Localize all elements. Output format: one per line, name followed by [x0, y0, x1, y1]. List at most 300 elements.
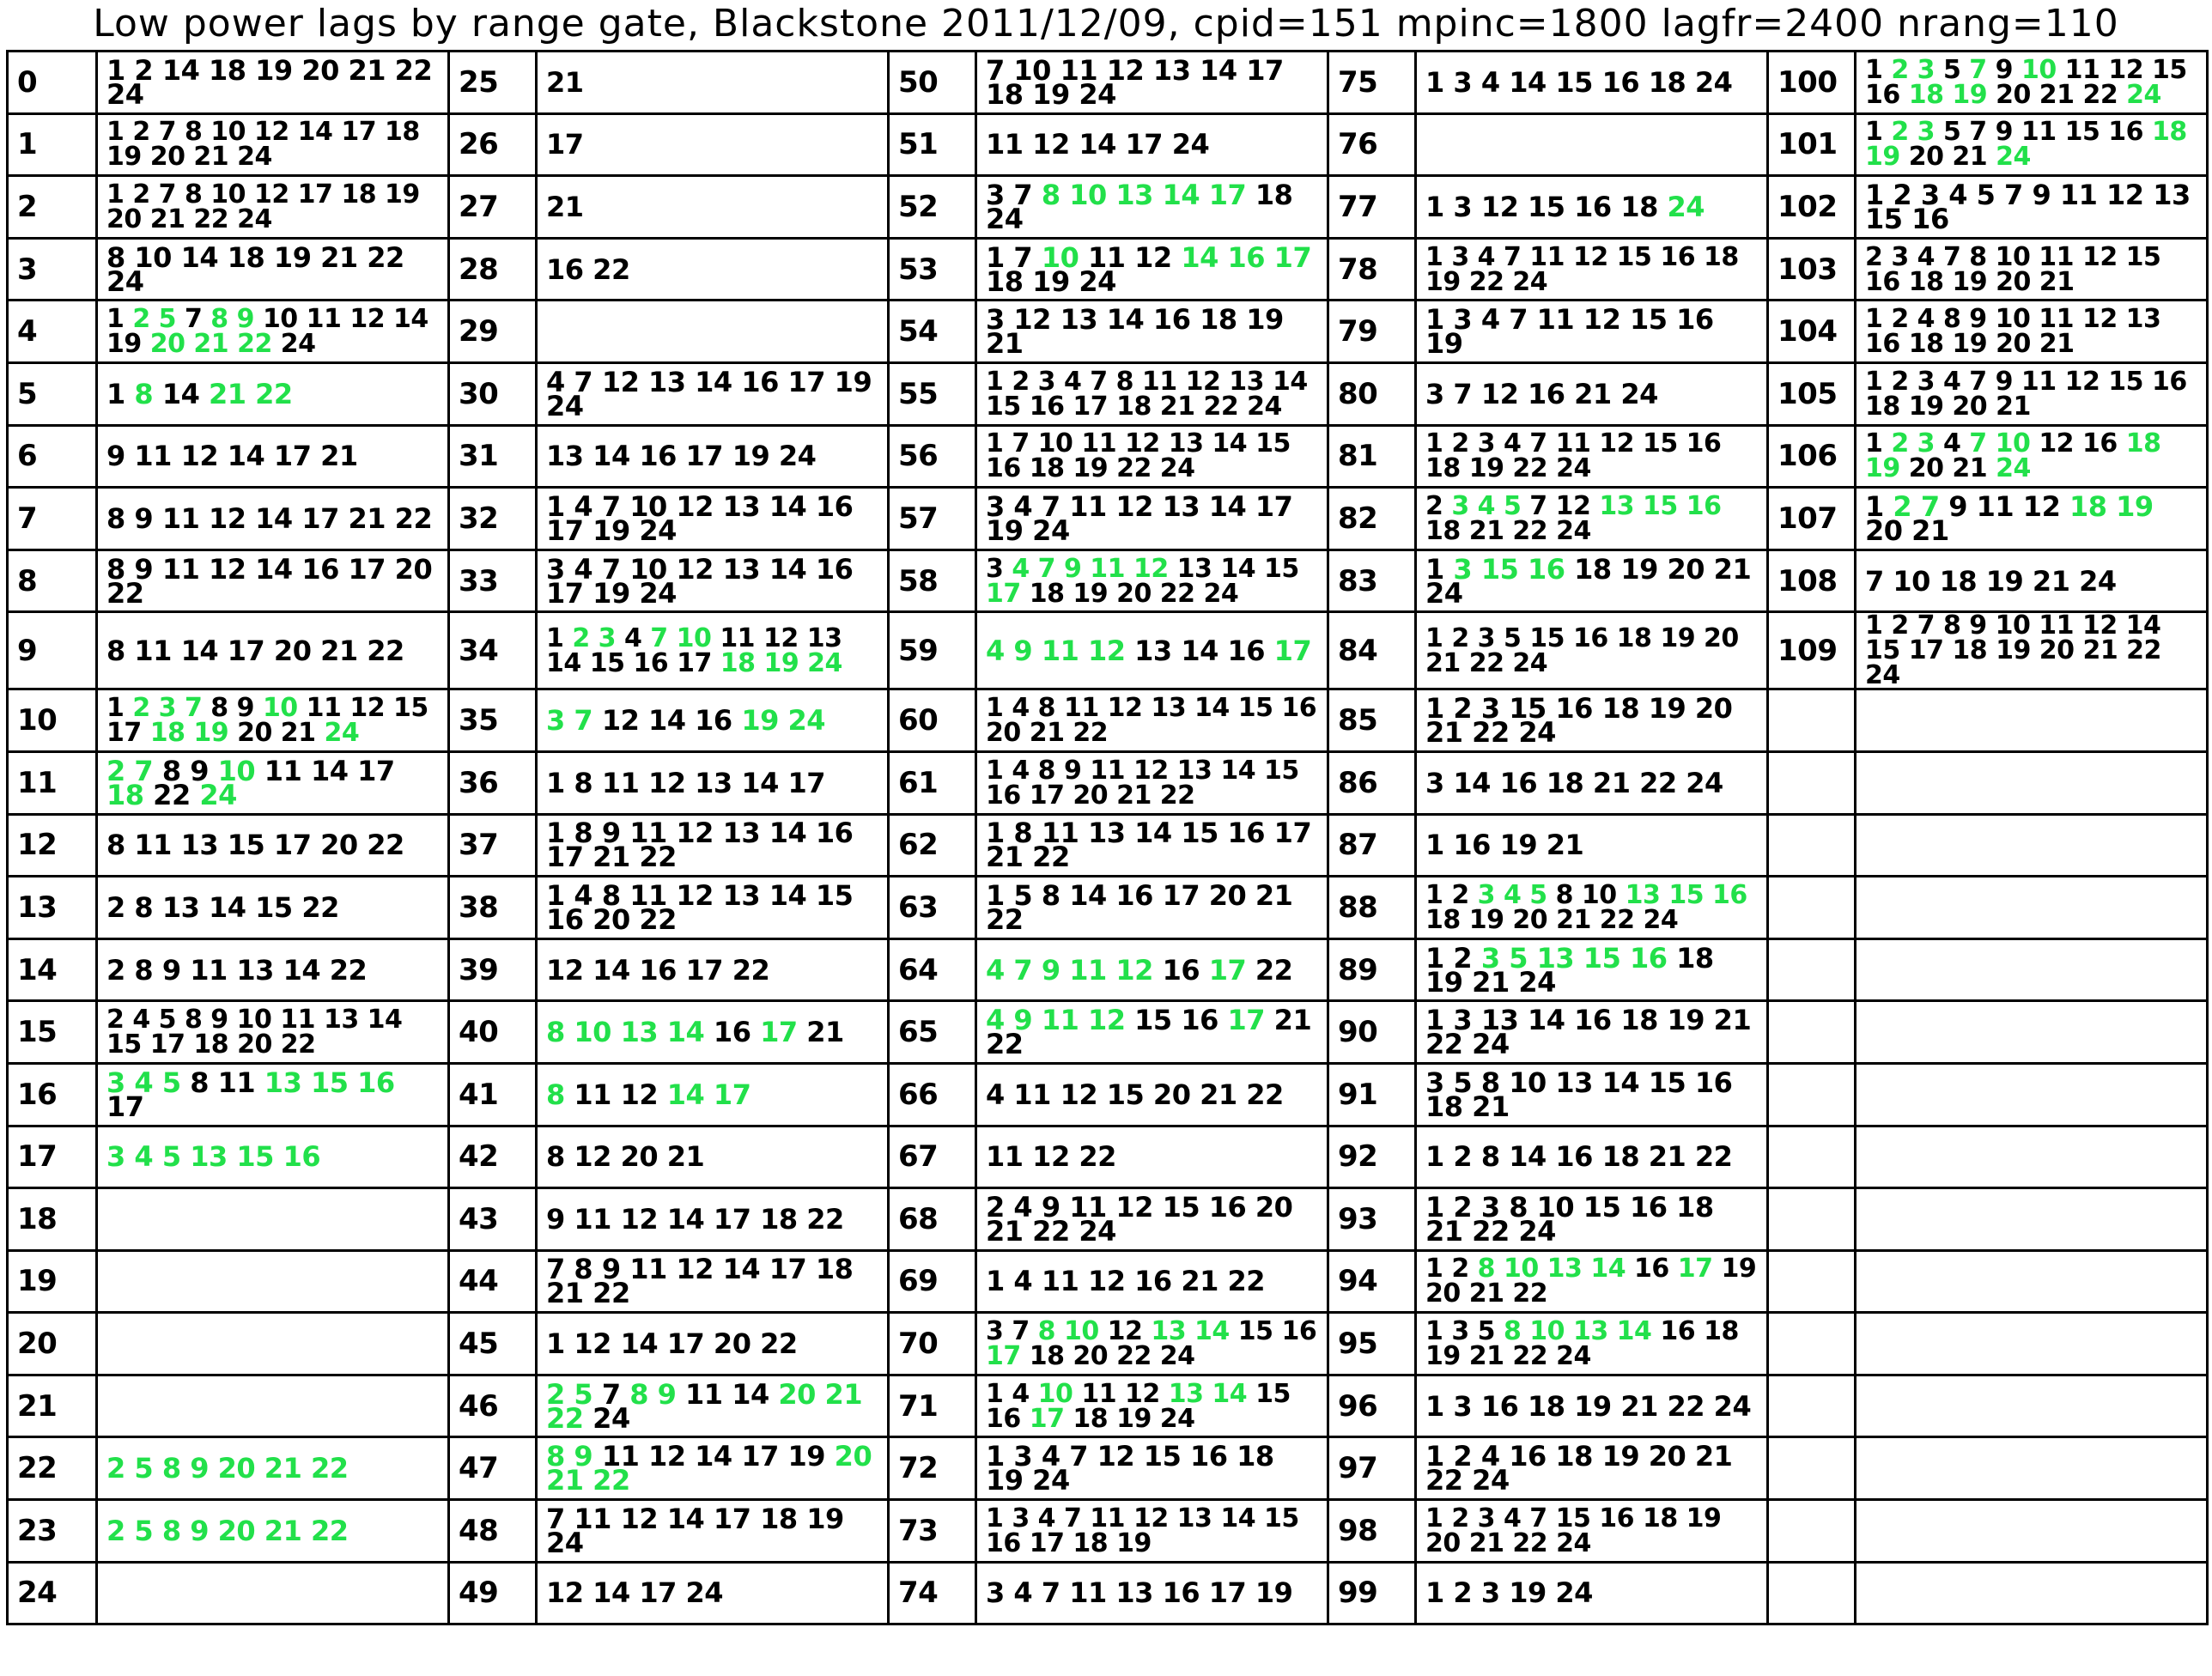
lag-values: 3 14 16 18 21 22 24 — [1425, 766, 1723, 799]
lag-list-cell — [97, 488, 449, 550]
lag-list-cell — [976, 938, 1328, 1001]
range-gate-cell — [1328, 1001, 1416, 1064]
range-gate-number: 29 — [459, 314, 499, 349]
range-gate-number: 50 — [898, 64, 939, 100]
range-gate-number: 78 — [1338, 252, 1378, 287]
lag-values: 8 11 — [190, 1066, 264, 1099]
range-gate-number: 43 — [459, 1201, 499, 1236]
lag-values-highlighted: 3 5 13 15 16 — [1480, 941, 1677, 975]
range-gate-cell — [1768, 612, 1856, 689]
range-gate-cell — [889, 1188, 976, 1251]
lag-values-highlighted: 2 3 7 — [132, 693, 211, 724]
range-gate-cell — [1328, 612, 1416, 689]
lag-values: 3 — [986, 553, 1012, 584]
lag-values: 8 11 14 17 20 21 22 — [106, 634, 404, 667]
range-gate-number: 89 — [1338, 952, 1378, 987]
range-gate-number: 0 — [17, 64, 38, 100]
lag-values-highlighted: 24 — [1667, 190, 1705, 223]
lag-values: 1 4 — [986, 1378, 1038, 1409]
range-gate-cell — [1328, 1126, 1416, 1188]
range-gate-cell — [1768, 1001, 1856, 1064]
range-gate-number: 103 — [1778, 252, 1838, 287]
range-gate-number: 34 — [459, 633, 499, 668]
lag-values: 1 7 — [986, 240, 1042, 274]
lag-list-cell — [976, 1126, 1328, 1188]
lag-list-cell — [1856, 1437, 2208, 1500]
range-gate-number: 2 — [17, 189, 38, 224]
lag-list-cell — [1416, 1375, 1768, 1437]
lag-values: 15 16 — [1134, 1004, 1228, 1037]
lag-values: 3 12 13 14 16 18 19 21 — [986, 303, 1284, 361]
lag-list-cell — [97, 176, 449, 239]
range-gate-number: 104 — [1778, 314, 1838, 349]
lag-values: 18 20 22 24 — [1029, 1341, 1195, 1372]
lag-list-cell — [1856, 612, 2208, 689]
lag-values-highlighted: 8 9 — [546, 1440, 602, 1473]
range-gate-number: 33 — [459, 563, 499, 598]
range-gate-number: 80 — [1338, 376, 1378, 411]
range-gate-cell — [1328, 1188, 1416, 1251]
lag-values: 12 14 16 17 22 — [546, 953, 770, 987]
lag-list-cell — [1856, 938, 2208, 1001]
lag-values: 1 2 7 8 9 10 11 12 14 15 17 18 19 20 21 22 24 — [1865, 611, 2161, 689]
range-gate-number: 41 — [459, 1077, 499, 1112]
range-gate-number: 57 — [898, 501, 939, 536]
range-gate-number: 26 — [459, 127, 499, 162]
table-row — [8, 362, 2208, 425]
lag-list-cell — [976, 751, 1328, 814]
lag-list-cell — [976, 550, 1328, 612]
lag-values: 1 3 5 — [1425, 1316, 1504, 1347]
lag-values-highlighted: 3 4 5 — [1477, 879, 1556, 910]
lag-list-cell — [537, 1500, 889, 1563]
lag-values-highlighted: 18 19 — [1908, 79, 1996, 110]
lag-values-highlighted: 14 16 17 — [1181, 240, 1312, 274]
lag-list-cell — [97, 751, 449, 814]
range-gate-number: 64 — [898, 952, 939, 987]
lag-list-cell — [1856, 1250, 2208, 1313]
range-gate-number: 98 — [1338, 1513, 1378, 1548]
lag-list-cell — [1416, 1188, 1768, 1251]
lag-values: 16 — [1634, 1254, 1678, 1284]
lag-list-cell — [1856, 113, 2208, 176]
lag-values: 11 12 22 — [986, 1140, 1116, 1174]
range-gate-number: 60 — [898, 703, 939, 738]
range-gate-cell — [449, 425, 537, 488]
lag-values: 1 2 8 14 16 18 21 22 — [1425, 1140, 1733, 1174]
range-gate-cell — [8, 1437, 97, 1500]
lag-values-highlighted: 13 15 16 — [1599, 490, 1722, 521]
lag-values: 3 7 — [986, 178, 1042, 211]
range-gate-cell — [889, 938, 976, 1001]
range-gate-cell — [889, 689, 976, 752]
lag-list-cell — [537, 1313, 889, 1375]
range-gate-cell — [1328, 1063, 1416, 1126]
lag-list-cell — [97, 425, 449, 488]
range-gate-cell — [1328, 689, 1416, 752]
lag-values: 1 — [1865, 117, 1892, 148]
range-gate-cell — [8, 1063, 97, 1126]
lag-values: 3 4 7 10 12 13 14 16 17 19 24 — [546, 552, 854, 610]
lag-values-highlighted: 8 10 13 14 — [1503, 1316, 1661, 1347]
lag-values: 1 8 9 11 12 13 14 16 17 21 22 — [546, 817, 854, 874]
lag-values: 1 3 4 14 15 16 18 24 — [1425, 65, 1733, 99]
range-gate-cell — [449, 1188, 537, 1251]
range-gate-cell — [449, 1001, 537, 1064]
range-gate-number: 90 — [1338, 1015, 1378, 1050]
range-gate-number: 86 — [1338, 765, 1378, 800]
lag-values: 8 12 20 21 — [546, 1140, 705, 1174]
range-gate-cell — [889, 1250, 976, 1313]
table-row — [8, 1126, 2208, 1188]
lag-values: 14 — [161, 377, 209, 410]
range-gate-cell — [1328, 362, 1416, 425]
lag-values: 17 — [106, 1090, 144, 1123]
lag-values: 1 3 12 15 16 18 — [1425, 190, 1668, 223]
range-gate-cell — [1328, 113, 1416, 176]
table-row — [8, 1250, 2208, 1313]
lag-values: 5 — [1942, 54, 1970, 85]
lag-list-cell — [537, 1562, 889, 1624]
lag-values: 18 19 21 24 — [1425, 941, 1714, 999]
range-gate-cell — [1328, 1500, 1416, 1563]
lag-list-cell — [537, 1126, 889, 1188]
lag-list-cell — [537, 425, 889, 488]
lag-values-highlighted: 7 — [1969, 54, 1996, 85]
range-gate-cell — [1768, 425, 1856, 488]
range-gate-cell — [8, 1375, 97, 1437]
range-gate-cell — [8, 751, 97, 814]
table-row — [8, 425, 2208, 488]
lag-values: 2 3 4 7 8 10 11 12 15 16 18 19 20 21 — [1865, 241, 2161, 297]
lag-values-highlighted: 13 14 — [1168, 1378, 1256, 1409]
lag-values: 11 12 — [1087, 240, 1182, 274]
lag-list-cell — [1856, 814, 2208, 877]
lag-values: 1 3 4 7 11 12 15 16 19 — [1425, 303, 1714, 361]
lag-values: 20 21 — [1865, 513, 1949, 547]
table-row — [8, 877, 2208, 939]
range-gate-number: 20 — [17, 1327, 58, 1362]
lag-values: 8 9 11 12 14 17 21 22 — [106, 501, 433, 535]
lag-values-highlighted: 4 7 9 11 12 — [1012, 553, 1177, 584]
lag-values: 21 — [546, 190, 584, 223]
range-gate-cell — [449, 877, 537, 939]
lag-list-cell — [1856, 1375, 2208, 1437]
table-row — [8, 1437, 2208, 1500]
lag-list-cell — [97, 113, 449, 176]
range-gate-number: 71 — [898, 1388, 939, 1424]
range-gate-cell — [1768, 176, 1856, 239]
range-gate-cell — [449, 1126, 537, 1188]
lag-values-highlighted: 18 19 — [1865, 428, 2161, 484]
lag-list-cell — [97, 689, 449, 752]
lag-values: 1 2 4 8 9 10 11 12 13 16 18 19 20 21 — [1865, 304, 2161, 360]
lag-values: 1 — [1865, 428, 1892, 459]
range-gate-number: 23 — [17, 1513, 58, 1548]
lag-values: 20 21 — [1908, 142, 1996, 173]
range-gate-cell — [889, 1437, 976, 1500]
range-gate-cell — [1768, 1437, 1856, 1500]
range-gate-number: 25 — [459, 64, 499, 100]
lag-values-highlighted: 17 — [1208, 953, 1255, 987]
range-gate-cell — [1768, 1188, 1856, 1251]
lag-values-highlighted: 20 21 22 — [546, 1377, 863, 1435]
lag-list-cell — [97, 362, 449, 425]
range-gate-number: 108 — [1778, 563, 1838, 598]
lag-values-highlighted: 18 19 24 — [720, 647, 842, 678]
page-title: Low power lags by range gate, Blackstone 2011/12/09, cpid=151 mpinc=1800 lagfr=2400 nrang=110 — [93, 2, 2119, 46]
range-gate-number: 56 — [898, 439, 939, 474]
lag-list-cell — [537, 362, 889, 425]
range-gate-cell — [8, 1188, 97, 1251]
lag-values: 18 19 24 — [1073, 1403, 1195, 1434]
lag-values: 7 8 9 11 12 14 17 18 21 22 — [546, 1253, 854, 1310]
range-gate-number: 54 — [898, 314, 939, 349]
lag-values-highlighted: 3 7 — [546, 704, 602, 738]
range-gate-cell — [889, 814, 976, 877]
range-gate-cell — [889, 1126, 976, 1188]
lag-values-highlighted: 17 — [986, 578, 1030, 609]
range-gate-cell — [8, 877, 97, 939]
range-gate-cell — [889, 1562, 976, 1624]
range-gate-number: 8 — [17, 563, 38, 598]
lag-list-cell — [537, 814, 889, 877]
range-gate-cell — [889, 176, 976, 239]
lag-values: 22 — [1255, 953, 1293, 987]
range-gate-cell — [889, 550, 976, 612]
range-gate-number: 59 — [898, 633, 939, 668]
range-gate-number: 1 — [17, 127, 38, 162]
lag-list-cell — [1856, 301, 2208, 363]
range-gate-cell — [1768, 1500, 1856, 1563]
lag-list-cell — [1856, 751, 2208, 814]
table-row — [8, 176, 2208, 239]
lag-values-highlighted: 24 — [324, 718, 360, 749]
lag-list-cell — [976, 362, 1328, 425]
range-gate-cell — [889, 612, 976, 689]
lag-list-cell — [1856, 689, 2208, 752]
lag-list-cell — [1416, 176, 1768, 239]
range-gate-number: 19 — [17, 1264, 58, 1299]
lag-list-cell — [537, 1437, 889, 1500]
lag-values-highlighted: 2 5 8 9 20 21 22 — [106, 1514, 349, 1547]
lag-table-body — [8, 52, 2208, 1624]
lag-values: 20 21 — [237, 718, 325, 749]
lag-values: 8 9 — [161, 754, 218, 787]
range-gate-number: 72 — [898, 1451, 939, 1486]
lag-values: 3 7 12 16 21 24 — [1425, 377, 1658, 410]
range-gate-cell — [8, 488, 97, 550]
lag-list-cell — [537, 1250, 889, 1313]
range-gate-number: 63 — [898, 890, 939, 925]
lag-values: 18 24 — [986, 178, 1293, 235]
lag-values-highlighted: 8 10 — [1037, 1316, 1108, 1347]
lag-list-cell — [97, 1250, 449, 1313]
lag-values-highlighted: 4 9 11 12 — [986, 634, 1135, 667]
lag-values: 19 20 21 22 — [1425, 1254, 1757, 1309]
range-gate-number: 107 — [1778, 501, 1838, 536]
lag-values: 1 — [1865, 54, 1892, 85]
range-gate-cell — [449, 612, 537, 689]
table-row — [8, 1375, 2208, 1437]
range-gate-number: 91 — [1338, 1077, 1378, 1112]
lag-list-cell — [97, 1001, 449, 1064]
lag-list-cell — [1856, 877, 2208, 939]
lag-list-cell — [97, 814, 449, 877]
lag-values: 7 — [601, 1377, 630, 1411]
lag-values: 11 12 13 14 15 16 17 — [546, 622, 842, 678]
range-gate-number: 83 — [1338, 563, 1378, 598]
lag-list-cell — [1416, 550, 1768, 612]
lag-list-cell — [1416, 52, 1768, 114]
lag-list-cell — [97, 238, 449, 301]
lag-values: 24 — [280, 329, 316, 360]
lag-values-highlighted: 18 19 — [1865, 117, 2187, 173]
lag-list-cell — [1416, 751, 1768, 814]
range-gate-number: 99 — [1338, 1576, 1378, 1611]
lag-values: 3 4 7 11 13 16 17 19 — [986, 1576, 1293, 1610]
range-gate-number: 40 — [459, 1015, 499, 1050]
range-gate-cell — [889, 113, 976, 176]
table-row — [8, 550, 2208, 612]
lag-list-cell — [976, 877, 1328, 939]
lag-values: 1 2 3 4 5 7 9 11 12 13 15 16 — [1865, 178, 2191, 235]
lag-list-cell — [97, 1313, 449, 1375]
range-gate-number: 70 — [898, 1327, 939, 1362]
range-gate-cell — [1328, 1437, 1416, 1500]
range-gate-cell — [1768, 1063, 1856, 1126]
lag-values-highlighted: 8 — [134, 377, 162, 410]
range-gate-cell — [8, 1562, 97, 1624]
lag-values: 1 — [546, 622, 573, 653]
range-gate-number: 42 — [459, 1139, 499, 1175]
range-gate-cell — [1328, 877, 1416, 939]
lag-values-highlighted: 24 — [199, 778, 237, 811]
range-gate-number: 52 — [898, 189, 939, 224]
range-gate-cell — [449, 1250, 537, 1313]
range-gate-cell — [1328, 751, 1416, 814]
lag-values: 13 14 16 — [1134, 634, 1274, 667]
lag-list-cell — [537, 1188, 889, 1251]
lag-values-highlighted: 14 17 — [666, 1078, 751, 1111]
lag-values: 1 2 14 18 19 20 21 22 24 — [106, 53, 433, 111]
lag-list-cell — [97, 1188, 449, 1251]
lag-values-highlighted: 10 — [262, 693, 307, 724]
range-gate-cell — [1768, 1562, 1856, 1624]
lag-values-highlighted: 10 — [2021, 54, 2065, 85]
lag-list-cell — [976, 113, 1328, 176]
range-gate-cell — [1768, 938, 1856, 1001]
lag-list-cell — [1416, 362, 1768, 425]
lag-values: 11 12 — [574, 1078, 667, 1111]
range-gate-number: 12 — [17, 828, 58, 863]
lag-list-cell — [1416, 1063, 1768, 1126]
lag-list-cell — [1856, 1126, 2208, 1188]
lag-values: 4 11 12 15 20 21 22 — [986, 1078, 1284, 1111]
range-gate-cell — [1328, 52, 1416, 114]
range-gate-number: 35 — [459, 703, 499, 738]
range-gate-cell — [1328, 1250, 1416, 1313]
lag-values-highlighted: 8 10 13 14 17 — [1041, 178, 1255, 211]
lag-values: 7 12 — [1529, 490, 1600, 521]
range-gate-number: 22 — [17, 1451, 58, 1486]
lag-list-cell — [976, 1313, 1328, 1375]
lag-values: 7 11 12 14 17 18 19 24 — [546, 1502, 844, 1559]
range-gate-cell — [449, 238, 537, 301]
lag-list-cell — [1856, 550, 2208, 612]
lag-values-highlighted: 8 10 13 14 — [546, 1016, 714, 1049]
lag-values-highlighted: 2 5 — [546, 1377, 602, 1411]
range-gate-cell — [1768, 238, 1856, 301]
lag-list-cell — [537, 751, 889, 814]
lag-values-highlighted: 7 10 — [1969, 428, 2039, 459]
range-gate-cell — [8, 1250, 97, 1313]
lag-values: 12 14 16 — [601, 704, 742, 738]
range-gate-cell — [1768, 113, 1856, 176]
range-gate-cell — [1768, 1375, 1856, 1437]
lag-values: 12 14 17 24 — [546, 1576, 724, 1610]
range-gate-number: 24 — [17, 1576, 58, 1611]
range-gate-number: 16 — [17, 1077, 58, 1112]
range-gate-number: 13 — [17, 890, 58, 925]
lag-values-highlighted: 20 21 22 — [149, 329, 281, 360]
lag-list-cell — [537, 52, 889, 114]
lag-list-cell — [976, 176, 1328, 239]
lag-values: 11 12 14 17 19 — [601, 1440, 835, 1473]
lag-values: 18 21 22 24 — [1425, 515, 1591, 546]
range-gate-cell — [1768, 301, 1856, 363]
lag-list-cell — [97, 1562, 449, 1624]
lag-list-cell — [97, 1437, 449, 1500]
lag-list-cell — [976, 1250, 1328, 1313]
lag-values-highlighted: 24 — [1996, 453, 2031, 484]
range-gate-cell — [8, 301, 97, 363]
lag-values: 11 14 17 — [264, 754, 395, 787]
lag-table — [6, 50, 2209, 1625]
lag-list-cell — [1416, 814, 1768, 877]
range-gate-number: 47 — [459, 1451, 499, 1486]
lag-values: 1 3 4 7 12 15 16 18 19 24 — [986, 1440, 1274, 1497]
lag-values-highlighted: 2 3 — [572, 622, 624, 653]
range-gate-number: 10 — [17, 703, 58, 738]
range-gate-number: 30 — [459, 376, 499, 411]
lag-list-cell — [976, 1562, 1328, 1624]
range-gate-cell — [1328, 488, 1416, 550]
lag-values-highlighted: 2 3 — [1891, 54, 1943, 85]
table-row — [8, 612, 2208, 689]
lag-list-cell — [97, 612, 449, 689]
range-gate-cell — [449, 1437, 537, 1500]
lag-list-cell — [97, 1063, 449, 1126]
range-gate-cell — [449, 301, 537, 363]
lag-values: 1 2 4 16 18 19 20 21 22 24 — [1425, 1440, 1733, 1497]
lag-list-cell — [976, 238, 1328, 301]
range-gate-cell — [889, 1375, 976, 1437]
range-gate-cell — [449, 488, 537, 550]
range-gate-cell — [449, 1500, 537, 1563]
lag-values: 8 11 13 15 17 20 22 — [106, 829, 404, 862]
lag-values: 1 5 8 14 16 17 20 21 22 — [986, 878, 1293, 936]
range-gate-cell — [449, 52, 537, 114]
lag-values: 2 4 9 11 12 15 16 20 21 22 24 — [986, 1190, 1293, 1248]
range-gate-number: 21 — [17, 1388, 58, 1424]
range-gate-number: 11 — [17, 765, 58, 800]
lag-values-highlighted: 8 10 13 14 — [1477, 1254, 1635, 1284]
lag-list-cell — [1856, 238, 2208, 301]
lag-list-cell — [1416, 488, 1768, 550]
table-row — [8, 1500, 2208, 1563]
lag-list-cell — [976, 1500, 1328, 1563]
